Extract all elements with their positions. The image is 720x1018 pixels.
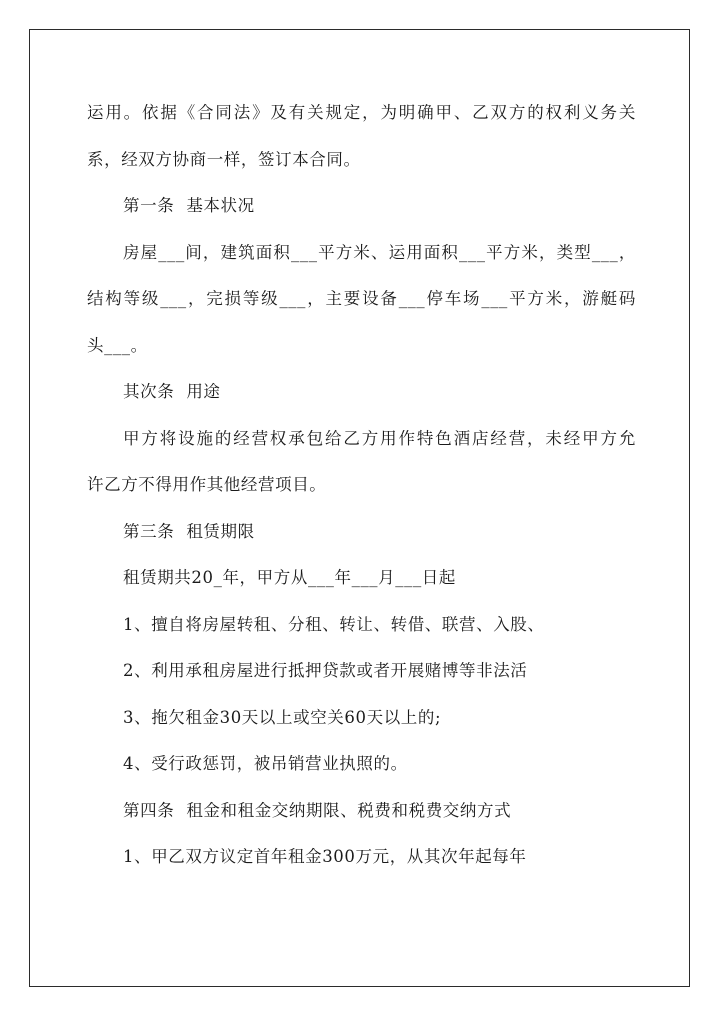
article-number: 其次条 (123, 382, 175, 401)
list-item: 1、擅自将房屋转租、分租、转让、转借、联营、入股、 (123, 614, 545, 634)
paragraph-line: 房屋___间，建筑面积___平方米、运用面积___平方米，类型___， (123, 242, 636, 262)
paragraph-line: 结构等级___，完损等级___，主要设备___停车场___平方米，游艇码 (87, 289, 636, 308)
list-item: 4、受行政惩罚，被吊销营业执照的。 (123, 754, 408, 773)
article-heading-2 (87, 372, 636, 419)
paragraph-line: 甲方将设施的经营权承包给乙方用作特色酒店经营，未经甲方允 (123, 428, 636, 448)
paragraph-line: 运用。依据《合同法》及有关规定，为明确甲、乙双方的权利义务关 (87, 103, 636, 122)
paragraph-line: 系，经双方协商一样，签订本合同。 (87, 149, 361, 169)
article-heading-1 (87, 186, 636, 233)
paragraph-line: 租赁期共20_年，甲方从___年___月___日起 (123, 568, 456, 587)
article-title: 租金和租金交纳期限、税费和税费交纳方式 (186, 800, 512, 820)
article-number: 第三条 (123, 521, 175, 541)
list-item: 3、拖欠租金30天以上或空关60天以上的; (123, 707, 442, 727)
article-number: 第四条 (123, 800, 175, 820)
list-item: 1、甲乙双方议定首年租金300万元，从其次年起每年 (123, 847, 527, 866)
article-heading-3 (87, 512, 636, 559)
article-title: 用途 (186, 382, 221, 401)
contract-body (87, 93, 636, 884)
article-heading-4 (87, 791, 636, 838)
paragraph-line: 许乙方不得用作其他经营项目。 (87, 475, 327, 494)
article-title: 基本状况 (186, 196, 255, 215)
article-title: 租赁期限 (186, 521, 255, 541)
paragraph-line: 头___。 (87, 335, 148, 355)
article-number: 第一条 (123, 196, 175, 215)
list-item: 2、利用承租房屋进行抵押贷款或者开展赌博等非法活 (123, 661, 528, 680)
